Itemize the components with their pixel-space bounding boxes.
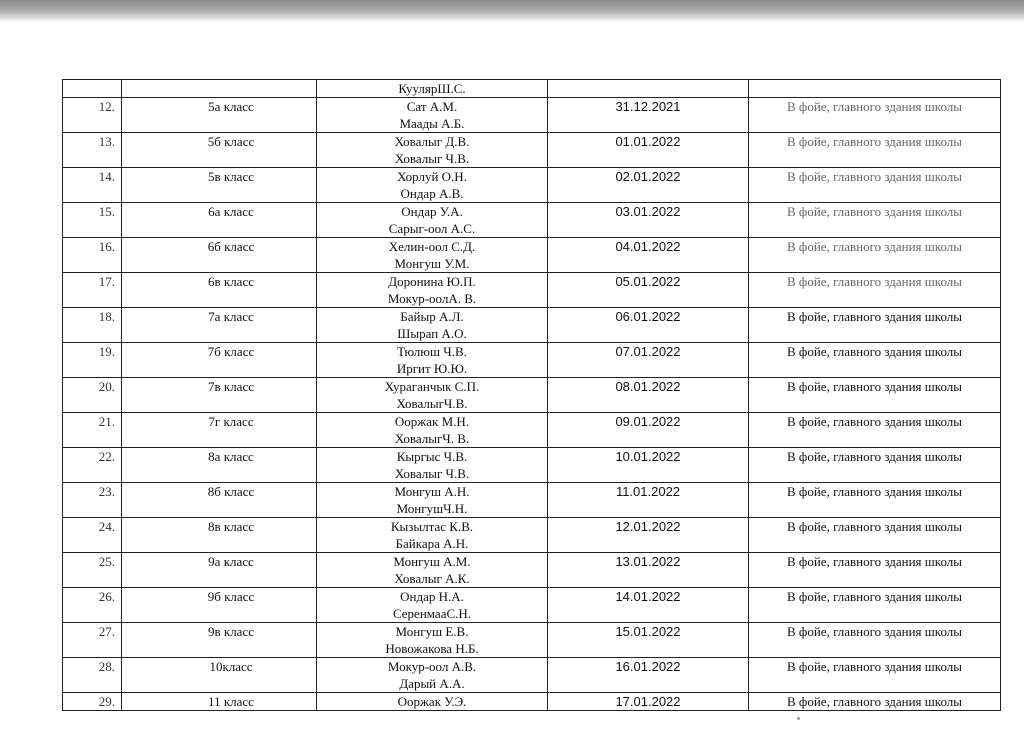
date-cell: 09.01.2022: [548, 413, 749, 448]
teacher-name: Шырап А.О.: [397, 326, 467, 341]
teacher-name: Ховалыг Ч.В.: [394, 151, 470, 166]
table-row: [63, 693, 1001, 711]
teacher-name: Доронина Ю.П.: [388, 274, 476, 289]
teacher-name: Ооржак М.Н.: [394, 414, 470, 429]
teachers-cell: [317, 273, 548, 308]
class-cell: 8а класс: [122, 448, 317, 483]
place-cell: В фойе, главного здания школы: [749, 623, 1001, 658]
row-number-cell: 23.: [63, 483, 122, 518]
teachers-cell: [317, 483, 548, 518]
table-row: [63, 343, 1001, 378]
teacher-name: Байыр А.Л.: [400, 309, 464, 324]
place-cell: В фойе, главного здания школы: [749, 273, 1001, 308]
table-row: [63, 273, 1001, 308]
teacher-name: СеренмааС.Н.: [392, 606, 472, 621]
teacher-name: МонгушЧ.Н.: [396, 501, 468, 516]
table-row-partial: [63, 80, 1001, 98]
class-cell: 5а класс: [122, 98, 317, 133]
place-cell: В фойе, главного здания школы: [749, 658, 1001, 693]
class-cell: 8б класс: [122, 483, 317, 518]
table-row: [63, 308, 1001, 343]
class-cell: 5в класс: [122, 168, 317, 203]
date-cell: 02.01.2022: [548, 168, 749, 203]
date-cell: 14.01.2022: [548, 588, 749, 623]
teacher-name: Сарыг-оол А.С.: [388, 221, 476, 236]
class-cell: 6б класс: [122, 238, 317, 273]
date-cell: 06.01.2022: [548, 308, 749, 343]
place-cell: В фойе, главного здания школы: [749, 378, 1001, 413]
teachers-cell: [317, 623, 548, 658]
teachers-cell: [317, 588, 548, 623]
date-cell: 15.01.2022: [548, 623, 749, 658]
class-cell: 6а класс: [122, 203, 317, 238]
teachers-cell: КуулярШ.С.: [317, 80, 548, 98]
row-number-cell: 28.: [63, 658, 122, 693]
row-number-cell: 14.: [63, 168, 122, 203]
place-cell: В фойе, главного здания школы: [749, 343, 1001, 378]
class-cell: 7г класс: [122, 413, 317, 448]
row-number-cell: 24.: [63, 518, 122, 553]
teacher-name: Ооржак У.Э.: [397, 694, 467, 709]
date-cell: 05.01.2022: [548, 273, 749, 308]
class-cell: 7в класс: [122, 378, 317, 413]
teacher-name: Ондар А.В.: [400, 186, 464, 201]
table-row: [63, 168, 1001, 203]
class-cell: 6в класс: [122, 273, 317, 308]
table-row: [63, 658, 1001, 693]
teacher-name: ХовалыгЧ. В.: [394, 431, 470, 446]
place-cell: В фойе, главного здания школы: [749, 413, 1001, 448]
row-number-cell: 22.: [63, 448, 122, 483]
date-cell: 11.01.2022: [548, 483, 749, 518]
date-cell: 10.01.2022: [548, 448, 749, 483]
table-row: [63, 483, 1001, 518]
scan-speck: [797, 717, 800, 720]
row-number-cell: 29.: [63, 693, 122, 711]
teachers-cell: [317, 98, 548, 133]
teacher-name: Ондар У.А.: [401, 204, 463, 219]
place-cell: В фойе, главного здания школы: [749, 203, 1001, 238]
class-cell: 9б класс: [122, 588, 317, 623]
date-cell: 08.01.2022: [548, 378, 749, 413]
place-cell: В фойе, главного здания школы: [749, 238, 1001, 273]
row-number-cell: 19.: [63, 343, 122, 378]
class-cell: 11 класс: [122, 693, 317, 711]
date-cell: 01.01.2022: [548, 133, 749, 168]
teacher-name: Мокур-оол А.В.: [387, 659, 477, 674]
teacher-name: Хелин-оол С.Д.: [388, 239, 476, 254]
row-number-cell: 16.: [63, 238, 122, 273]
row-number-cell: 25.: [63, 553, 122, 588]
teachers-cell: [317, 168, 548, 203]
table-row: [63, 553, 1001, 588]
table-row: [63, 203, 1001, 238]
schedule-table-body: [63, 80, 1001, 711]
teacher-name: Кыргыс Ч.В.: [396, 449, 468, 464]
place-cell: В фойе, главного здания школы: [749, 168, 1001, 203]
table-row: [63, 378, 1001, 413]
place-cell: [749, 80, 1001, 98]
teacher-name: Ховалыг Ч.В.: [394, 466, 470, 481]
date-cell: 16.01.2022: [548, 658, 749, 693]
place-cell: В фойе, главного здания школы: [749, 308, 1001, 343]
date-cell: 13.01.2022: [548, 553, 749, 588]
row-number-cell: 21.: [63, 413, 122, 448]
date-cell: 07.01.2022: [548, 343, 749, 378]
teachers-cell: [317, 238, 548, 273]
table-row: [63, 133, 1001, 168]
class-cell: 5б класс: [122, 133, 317, 168]
row-number-cell: [63, 80, 122, 98]
teachers-cell: [317, 518, 548, 553]
row-number-cell: 26.: [63, 588, 122, 623]
teacher-name: Маады А.Б.: [399, 116, 465, 131]
date-cell: 17.01.2022: [548, 693, 749, 711]
place-cell: В фойе, главного здания школы: [749, 588, 1001, 623]
class-cell: [122, 80, 317, 98]
table-row: [63, 623, 1001, 658]
teachers-cell: [317, 378, 548, 413]
teacher-name: Монгуш А.Н.: [394, 484, 470, 499]
row-number-cell: 15.: [63, 203, 122, 238]
teachers-cell: [317, 308, 548, 343]
table-row: [63, 238, 1001, 273]
date-cell: 03.01.2022: [548, 203, 749, 238]
class-cell: 9а класс: [122, 553, 317, 588]
row-number-cell: 17.: [63, 273, 122, 308]
teachers-cell: [317, 693, 548, 711]
teacher-name: Новожакова Н.Б.: [385, 641, 479, 656]
date-cell: [548, 80, 749, 98]
teachers-cell: [317, 133, 548, 168]
teacher-name: Хорлуй О.Н.: [397, 169, 467, 184]
teacher-name: Байкара А.Н.: [395, 536, 469, 551]
teacher-name: Иргит Ю.Ю.: [396, 361, 468, 376]
teachers-cell: [317, 553, 548, 588]
row-number-cell: 12.: [63, 98, 122, 133]
teacher-name: Ондар Н.А.: [400, 589, 464, 604]
place-cell: В фойе, главного здания школы: [749, 553, 1001, 588]
place-cell: В фойе, главного здания школы: [749, 483, 1001, 518]
class-cell: 9в класс: [122, 623, 317, 658]
teacher-name: Ховалыг Д.В.: [394, 134, 470, 149]
teacher-name: Тюлюш Ч.В.: [397, 344, 467, 359]
teacher-name: ХовалыгЧ.В.: [396, 396, 468, 411]
date-cell: 31.12.2021: [548, 98, 749, 133]
teacher-name: Ховалыг А.К.: [394, 571, 470, 586]
date-cell: 04.01.2022: [548, 238, 749, 273]
place-cell: В фойе, главного здания школы: [749, 518, 1001, 553]
row-number-cell: 18.: [63, 308, 122, 343]
table-row: [63, 413, 1001, 448]
teachers-cell: [317, 203, 548, 238]
teachers-cell: [317, 343, 548, 378]
row-number-cell: 27.: [63, 623, 122, 658]
teachers-cell: [317, 448, 548, 483]
teacher-name: Дарый А.А.: [399, 676, 465, 691]
teacher-name: Мокур-оолА. В.: [387, 291, 477, 306]
schedule-table: [62, 79, 1001, 711]
table-row: [63, 448, 1001, 483]
teacher-name: Монгуш А.М.: [393, 554, 471, 569]
scan-edge-shadow: [0, 0, 1024, 22]
class-cell: 7б класс: [122, 343, 317, 378]
teacher-name: Кызылтас К.В.: [390, 519, 474, 534]
place-cell: В фойе, главного здания школы: [749, 98, 1001, 133]
place-cell: В фойе, главного здания школы: [749, 693, 1001, 711]
date-cell: 12.01.2022: [548, 518, 749, 553]
teachers-cell: [317, 413, 548, 448]
place-cell: В фойе, главного здания школы: [749, 133, 1001, 168]
teacher-name: Сат А.М.: [406, 99, 458, 114]
teacher-name: Хураганчык С.П.: [384, 379, 480, 394]
class-cell: 10класс: [122, 658, 317, 693]
row-number-cell: 13.: [63, 133, 122, 168]
table-row: [63, 518, 1001, 553]
teachers-cell: [317, 658, 548, 693]
teacher-name: Монгуш Е.В.: [395, 624, 469, 639]
teacher-name: Монгуш У.М.: [394, 256, 470, 271]
class-cell: 7а класс: [122, 308, 317, 343]
class-cell: 8в класс: [122, 518, 317, 553]
place-cell: В фойе, главного здания школы: [749, 448, 1001, 483]
table-row: [63, 588, 1001, 623]
table-row: [63, 98, 1001, 133]
row-number-cell: 20.: [63, 378, 122, 413]
